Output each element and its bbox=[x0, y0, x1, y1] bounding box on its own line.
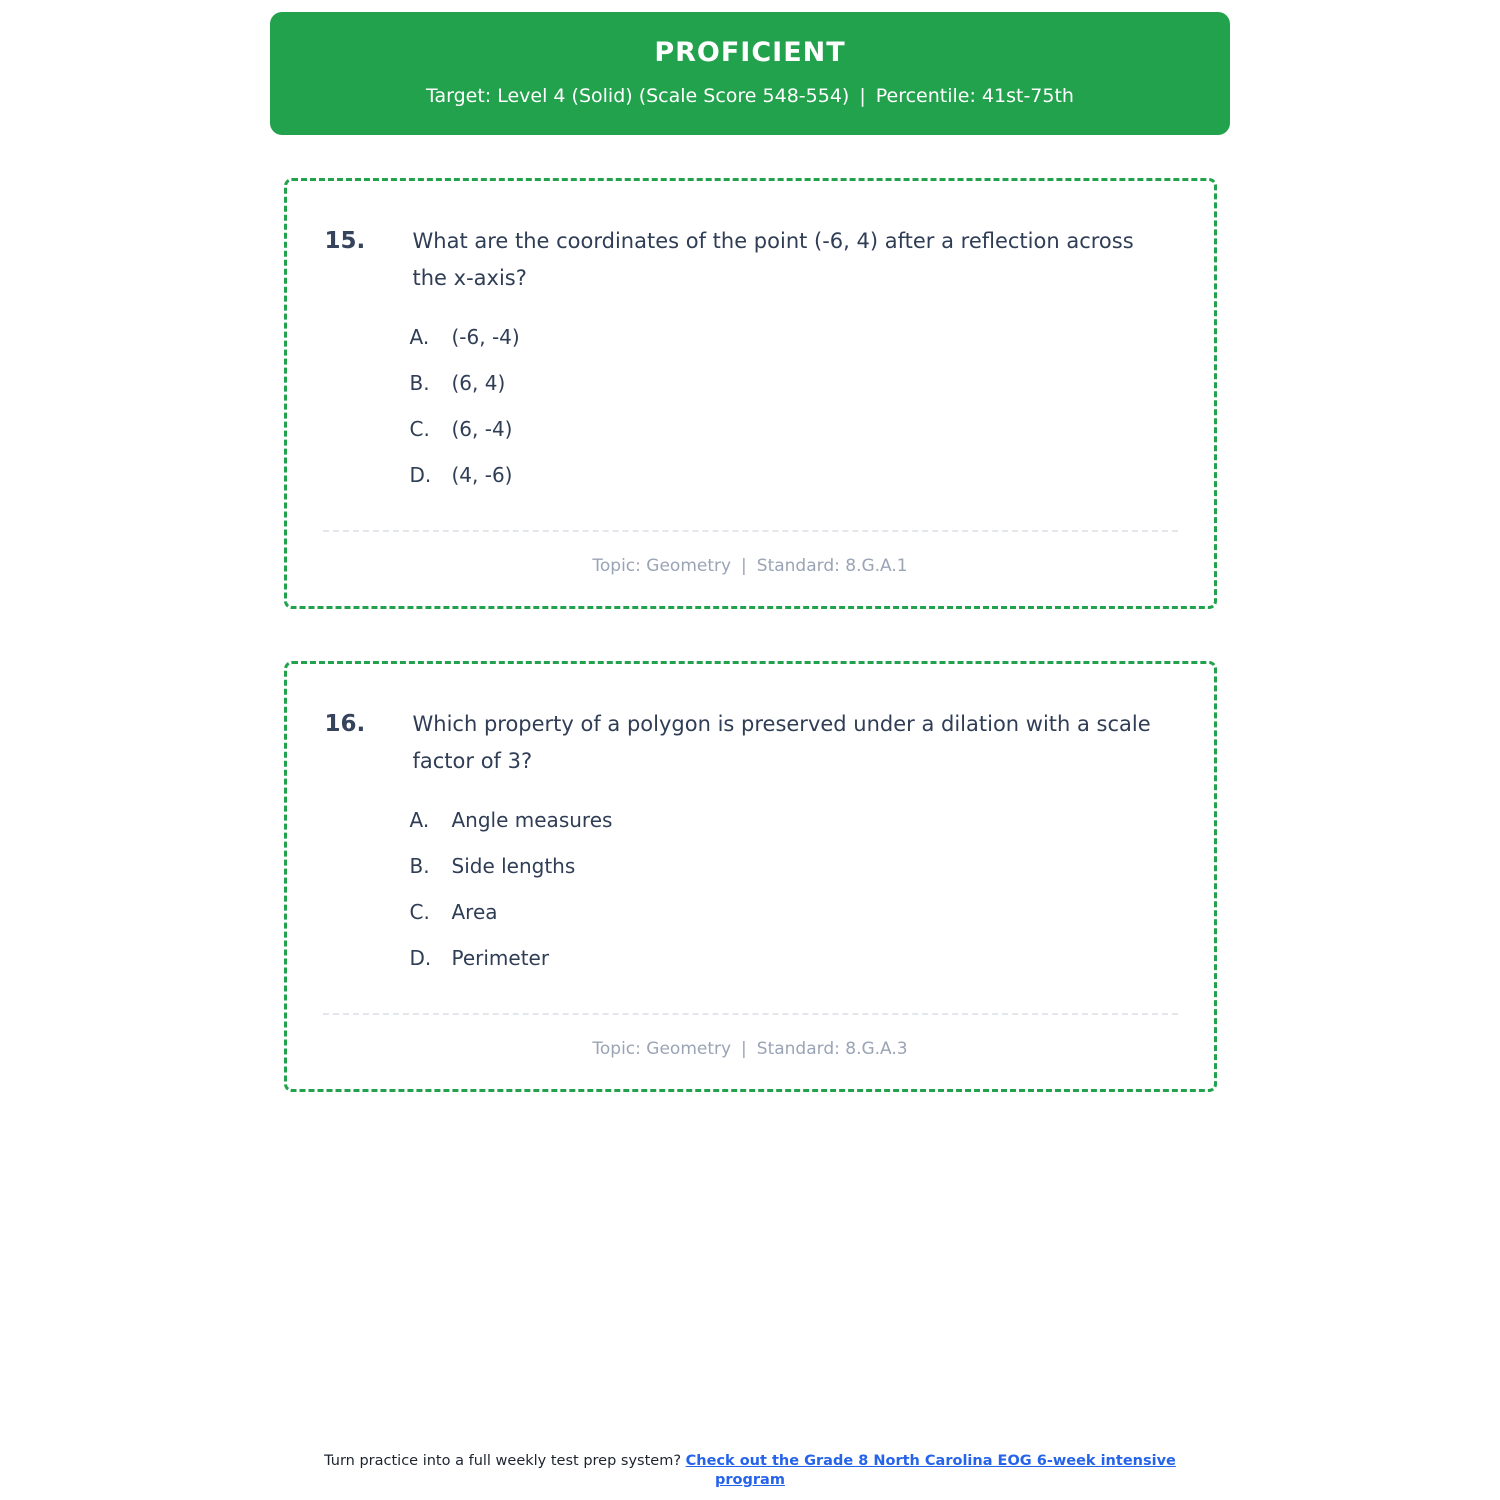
answer-option-d bbox=[410, 462, 1178, 488]
performance-level-title: PROFICIENT bbox=[654, 37, 846, 68]
option-text: (4, -6) bbox=[451, 463, 513, 488]
option-letter: C. bbox=[409, 900, 430, 925]
question-meta bbox=[323, 1039, 1178, 1059]
question-text: Which property of a polygon is preserved under a dilation with a scale factor of 3? bbox=[412, 712, 1151, 774]
meta-separator: | bbox=[741, 1039, 747, 1060]
answer-options-list bbox=[410, 324, 1178, 488]
standard-label: Standard: 8.G.A.1 bbox=[756, 556, 908, 577]
meta-separator: | bbox=[741, 556, 747, 577]
question-card-16 bbox=[284, 661, 1217, 1092]
question-row bbox=[323, 223, 1178, 297]
answer-option-a bbox=[410, 324, 1178, 350]
answer-options-list bbox=[410, 807, 1178, 971]
standard-label: Standard: 8.G.A.3 bbox=[756, 1039, 908, 1060]
option-letter: B. bbox=[409, 371, 430, 396]
option-text: (-6, -4) bbox=[451, 325, 520, 350]
question-row bbox=[323, 706, 1178, 780]
option-text: (6, 4) bbox=[451, 371, 506, 396]
performance-banner bbox=[270, 12, 1230, 135]
option-letter: A. bbox=[409, 808, 430, 833]
option-text: (6, -4) bbox=[451, 417, 513, 442]
topic-label: Topic: Geometry bbox=[592, 1039, 732, 1060]
performance-banner-subtitle bbox=[290, 85, 1210, 108]
option-letter: D. bbox=[409, 463, 432, 488]
target-score-text: Target: Level 4 (Solid) (Scale Score 548-554) bbox=[426, 84, 850, 107]
answer-option-c bbox=[410, 416, 1178, 442]
answer-option-d bbox=[410, 945, 1178, 971]
meta-divider bbox=[323, 530, 1178, 532]
option-text: Angle measures bbox=[451, 808, 613, 833]
option-letter: C. bbox=[409, 417, 430, 442]
footer-promo bbox=[295, 1452, 1205, 1490]
percentile-text: Percentile: 41st-75th bbox=[875, 84, 1074, 107]
option-text: Side lengths bbox=[451, 854, 576, 879]
option-text: Perimeter bbox=[451, 946, 550, 971]
option-letter: B. bbox=[409, 854, 430, 879]
footer-prompt-text: Turn practice into a full weekly test prep system? bbox=[324, 1453, 682, 1469]
question-card-15 bbox=[284, 178, 1217, 609]
option-letter: A. bbox=[409, 325, 430, 350]
answer-option-b bbox=[410, 370, 1178, 396]
question-number: 15. bbox=[324, 228, 366, 255]
question-text: What are the coordinates of the point (-6, 4) after a reflection across the x-axis? bbox=[412, 229, 1134, 291]
answer-option-b bbox=[410, 853, 1178, 879]
question-meta bbox=[323, 556, 1178, 576]
topic-label: Topic: Geometry bbox=[592, 556, 732, 577]
program-link[interactable]: Check out the Grade 8 North Carolina EOG 6-week intensive program bbox=[685, 1453, 1176, 1488]
option-letter: D. bbox=[409, 946, 432, 971]
answer-option-a bbox=[410, 807, 1178, 833]
answer-option-c bbox=[410, 899, 1178, 925]
option-text: Area bbox=[451, 900, 498, 925]
question-number: 16. bbox=[324, 711, 366, 738]
subtitle-separator: | bbox=[859, 84, 866, 107]
meta-divider bbox=[323, 1013, 1178, 1015]
